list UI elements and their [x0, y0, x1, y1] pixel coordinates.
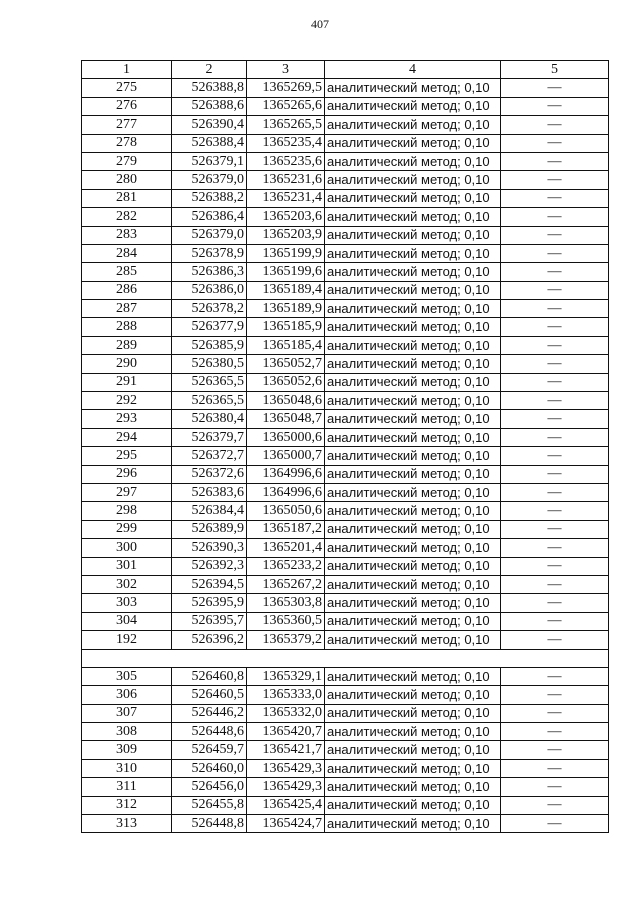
dash-cell: — — [501, 520, 609, 538]
x-coordinate-cell: 526388,6 — [172, 97, 247, 115]
dash-cell: — — [501, 208, 609, 226]
x-coordinate-cell: 526386,4 — [172, 208, 247, 226]
dash-cell: — — [501, 631, 609, 649]
point-number-cell: 308 — [82, 723, 172, 741]
coordinates-table — [81, 60, 609, 833]
table-row — [82, 410, 609, 428]
method-accuracy-cell: аналитический метод; 0,10 — [325, 226, 501, 244]
point-number-cell: 304 — [82, 612, 172, 630]
method-accuracy-cell: аналитический метод; 0,10 — [325, 244, 501, 262]
y-coordinate-cell: 1365429,3 — [247, 778, 325, 796]
dash-cell: — — [501, 171, 609, 189]
point-number-cell: 284 — [82, 244, 172, 262]
y-coordinate-cell: 1365329,1 — [247, 667, 325, 685]
table-row — [82, 134, 609, 152]
table-row — [82, 373, 609, 391]
dash-cell: — — [501, 483, 609, 501]
point-number-cell: 285 — [82, 263, 172, 281]
x-coordinate-cell: 526388,4 — [172, 134, 247, 152]
table-row — [82, 97, 609, 115]
x-coordinate-cell: 526378,2 — [172, 300, 247, 318]
y-coordinate-cell: 1365203,9 — [247, 226, 325, 244]
y-coordinate-cell: 1365231,6 — [247, 171, 325, 189]
dash-cell: — — [501, 723, 609, 741]
method-accuracy-cell: аналитический метод; 0,10 — [325, 465, 501, 483]
table-row — [82, 171, 609, 189]
method-accuracy-cell: аналитический метод; 0,10 — [325, 557, 501, 575]
table-row — [82, 355, 609, 373]
table-row — [82, 428, 609, 446]
point-number-cell: 305 — [82, 667, 172, 685]
table-row — [82, 116, 609, 134]
y-coordinate-cell: 1365379,2 — [247, 631, 325, 649]
method-accuracy-cell: аналитический метод; 0,10 — [325, 575, 501, 593]
table-row — [82, 796, 609, 814]
x-coordinate-cell: 526448,6 — [172, 723, 247, 741]
method-accuracy-cell: аналитический метод; 0,10 — [325, 152, 501, 170]
y-coordinate-cell: 1365424,7 — [247, 815, 325, 833]
method-accuracy-cell: аналитический метод; 0,10 — [325, 189, 501, 207]
point-number-cell: 288 — [82, 318, 172, 336]
column-header: 4 — [325, 61, 501, 79]
y-coordinate-cell: 1365233,2 — [247, 557, 325, 575]
method-accuracy-cell: аналитический метод; 0,10 — [325, 723, 501, 741]
column-header: 2 — [172, 61, 247, 79]
table-header-row — [82, 61, 609, 79]
table-row — [82, 502, 609, 520]
dash-cell: — — [501, 355, 609, 373]
point-number-cell: 292 — [82, 392, 172, 410]
column-header: 5 — [501, 61, 609, 79]
table-row — [82, 612, 609, 630]
method-accuracy-cell: аналитический метод; 0,10 — [325, 741, 501, 759]
x-coordinate-cell: 526446,2 — [172, 704, 247, 722]
method-accuracy-cell: аналитический метод; 0,10 — [325, 300, 501, 318]
method-accuracy-cell: аналитический метод; 0,10 — [325, 281, 501, 299]
x-coordinate-cell: 526388,2 — [172, 189, 247, 207]
table-row — [82, 631, 609, 649]
table-row — [82, 594, 609, 612]
x-coordinate-cell: 526389,9 — [172, 520, 247, 538]
point-number-cell: 286 — [82, 281, 172, 299]
method-accuracy-cell: аналитический метод; 0,10 — [325, 631, 501, 649]
method-accuracy-cell: аналитический метод; 0,10 — [325, 392, 501, 410]
y-coordinate-cell: 1365052,7 — [247, 355, 325, 373]
y-coordinate-cell: 1365185,4 — [247, 336, 325, 354]
point-number-cell: 279 — [82, 152, 172, 170]
table-row — [82, 244, 609, 262]
dash-cell: — — [501, 796, 609, 814]
x-coordinate-cell: 526383,6 — [172, 483, 247, 501]
y-coordinate-cell: 1364996,6 — [247, 483, 325, 501]
method-accuracy-cell: аналитический метод; 0,10 — [325, 134, 501, 152]
point-number-cell: 309 — [82, 741, 172, 759]
point-number-cell: 294 — [82, 428, 172, 446]
method-accuracy-cell: аналитический метод; 0,10 — [325, 447, 501, 465]
y-coordinate-cell: 1365189,4 — [247, 281, 325, 299]
y-coordinate-cell: 1365050,6 — [247, 502, 325, 520]
method-accuracy-cell: аналитический метод; 0,10 — [325, 686, 501, 704]
table-row — [82, 667, 609, 685]
dash-cell: — — [501, 612, 609, 630]
dash-cell: — — [501, 97, 609, 115]
dash-cell: — — [501, 392, 609, 410]
method-accuracy-cell: аналитический метод; 0,10 — [325, 778, 501, 796]
x-coordinate-cell: 526385,9 — [172, 336, 247, 354]
x-coordinate-cell: 526460,8 — [172, 667, 247, 685]
x-coordinate-cell: 526372,6 — [172, 465, 247, 483]
table-row — [82, 704, 609, 722]
point-number-cell: 278 — [82, 134, 172, 152]
table-row — [82, 152, 609, 170]
x-coordinate-cell: 526456,0 — [172, 778, 247, 796]
point-number-cell: 283 — [82, 226, 172, 244]
dash-cell: — — [501, 263, 609, 281]
y-coordinate-cell: 1365332,0 — [247, 704, 325, 722]
x-coordinate-cell: 526455,8 — [172, 796, 247, 814]
point-number-cell: 282 — [82, 208, 172, 226]
method-accuracy-cell: аналитический метод; 0,10 — [325, 318, 501, 336]
point-number-cell: 291 — [82, 373, 172, 391]
separator-cell — [82, 649, 609, 667]
x-coordinate-cell: 526379,7 — [172, 428, 247, 446]
y-coordinate-cell: 1365052,6 — [247, 373, 325, 391]
point-number-cell: 289 — [82, 336, 172, 354]
dash-cell: — — [501, 336, 609, 354]
table-row — [82, 539, 609, 557]
method-accuracy-cell: аналитический метод; 0,10 — [325, 116, 501, 134]
y-coordinate-cell: 1365421,7 — [247, 741, 325, 759]
y-coordinate-cell: 1365048,7 — [247, 410, 325, 428]
column-header: 3 — [247, 61, 325, 79]
dash-cell: — — [501, 557, 609, 575]
method-accuracy-cell: аналитический метод; 0,10 — [325, 171, 501, 189]
y-coordinate-cell: 1365265,5 — [247, 116, 325, 134]
section-separator-row — [82, 649, 609, 667]
x-coordinate-cell: 526448,8 — [172, 815, 247, 833]
dash-cell: — — [501, 686, 609, 704]
y-coordinate-cell: 1365000,7 — [247, 447, 325, 465]
dash-cell: — — [501, 778, 609, 796]
y-coordinate-cell: 1365429,3 — [247, 759, 325, 777]
dash-cell: — — [501, 428, 609, 446]
method-accuracy-cell: аналитический метод; 0,10 — [325, 796, 501, 814]
table-row — [82, 336, 609, 354]
method-accuracy-cell: аналитический метод; 0,10 — [325, 410, 501, 428]
table-row — [82, 815, 609, 833]
x-coordinate-cell: 526392,3 — [172, 557, 247, 575]
point-number-cell: 310 — [82, 759, 172, 777]
method-accuracy-cell: аналитический метод; 0,10 — [325, 263, 501, 281]
point-number-cell: 313 — [82, 815, 172, 833]
point-number-cell: 297 — [82, 483, 172, 501]
table-row — [82, 465, 609, 483]
method-accuracy-cell: аналитический метод; 0,10 — [325, 355, 501, 373]
x-coordinate-cell: 526365,5 — [172, 373, 247, 391]
point-number-cell: 299 — [82, 520, 172, 538]
point-number-cell: 281 — [82, 189, 172, 207]
method-accuracy-cell: аналитический метод; 0,10 — [325, 373, 501, 391]
table-row — [82, 447, 609, 465]
point-number-cell: 275 — [82, 79, 172, 97]
dash-cell: — — [501, 373, 609, 391]
dash-cell: — — [501, 575, 609, 593]
method-accuracy-cell: аналитический метод; 0,10 — [325, 428, 501, 446]
table-row — [82, 686, 609, 704]
x-coordinate-cell: 526390,3 — [172, 539, 247, 557]
table-row — [82, 318, 609, 336]
x-coordinate-cell: 526379,1 — [172, 152, 247, 170]
y-coordinate-cell: 1365303,8 — [247, 594, 325, 612]
table-row — [82, 557, 609, 575]
point-number-cell: 298 — [82, 502, 172, 520]
point-number-cell: 311 — [82, 778, 172, 796]
point-number-cell: 300 — [82, 539, 172, 557]
table-row — [82, 575, 609, 593]
point-number-cell: 192 — [82, 631, 172, 649]
table-row — [82, 759, 609, 777]
point-number-cell: 312 — [82, 796, 172, 814]
x-coordinate-cell: 526388,8 — [172, 79, 247, 97]
method-accuracy-cell: аналитический метод; 0,10 — [325, 97, 501, 115]
y-coordinate-cell: 1365187,2 — [247, 520, 325, 538]
y-coordinate-cell: 1365235,6 — [247, 152, 325, 170]
dash-cell: — — [501, 539, 609, 557]
page-number: 407 — [311, 17, 329, 31]
method-accuracy-cell: аналитический метод; 0,10 — [325, 483, 501, 501]
y-coordinate-cell: 1365185,9 — [247, 318, 325, 336]
x-coordinate-cell: 526390,4 — [172, 116, 247, 134]
point-number-cell: 306 — [82, 686, 172, 704]
table-row — [82, 281, 609, 299]
dash-cell: — — [501, 244, 609, 262]
point-number-cell: 276 — [82, 97, 172, 115]
dash-cell: — — [501, 281, 609, 299]
x-coordinate-cell: 526378,9 — [172, 244, 247, 262]
table-row — [82, 392, 609, 410]
y-coordinate-cell: 1365201,4 — [247, 539, 325, 557]
dash-cell: — — [501, 226, 609, 244]
x-coordinate-cell: 526386,3 — [172, 263, 247, 281]
y-coordinate-cell: 1365048,6 — [247, 392, 325, 410]
table-row — [82, 263, 609, 281]
x-coordinate-cell: 526379,0 — [172, 226, 247, 244]
point-number-cell: 277 — [82, 116, 172, 134]
table-row — [82, 79, 609, 97]
dash-cell: — — [501, 318, 609, 336]
x-coordinate-cell: 526380,4 — [172, 410, 247, 428]
y-coordinate-cell: 1365269,5 — [247, 79, 325, 97]
dash-cell: — — [501, 447, 609, 465]
method-accuracy-cell: аналитический метод; 0,10 — [325, 612, 501, 630]
y-coordinate-cell: 1365420,7 — [247, 723, 325, 741]
x-coordinate-cell: 526380,5 — [172, 355, 247, 373]
x-coordinate-cell: 526396,2 — [172, 631, 247, 649]
dash-cell: — — [501, 300, 609, 318]
table-row — [82, 483, 609, 501]
x-coordinate-cell: 526460,0 — [172, 759, 247, 777]
table-body — [82, 79, 609, 833]
table-row — [82, 520, 609, 538]
table-row — [82, 208, 609, 226]
table-row — [82, 741, 609, 759]
dash-cell: — — [501, 465, 609, 483]
method-accuracy-cell: аналитический метод; 0,10 — [325, 815, 501, 833]
y-coordinate-cell: 1365000,6 — [247, 428, 325, 446]
table-row — [82, 300, 609, 318]
table-row — [82, 723, 609, 741]
point-number-cell: 295 — [82, 447, 172, 465]
dash-cell: — — [501, 134, 609, 152]
y-coordinate-cell: 1364996,6 — [247, 465, 325, 483]
point-number-cell: 290 — [82, 355, 172, 373]
x-coordinate-cell: 526394,5 — [172, 575, 247, 593]
column-header: 1 — [82, 61, 172, 79]
y-coordinate-cell: 1365189,9 — [247, 300, 325, 318]
y-coordinate-cell: 1365231,4 — [247, 189, 325, 207]
dash-cell: — — [501, 152, 609, 170]
point-number-cell: 307 — [82, 704, 172, 722]
y-coordinate-cell: 1365265,6 — [247, 97, 325, 115]
y-coordinate-cell: 1365199,9 — [247, 244, 325, 262]
x-coordinate-cell: 526459,7 — [172, 741, 247, 759]
table-row — [82, 189, 609, 207]
method-accuracy-cell: аналитический метод; 0,10 — [325, 594, 501, 612]
dash-cell: — — [501, 189, 609, 207]
point-number-cell: 287 — [82, 300, 172, 318]
y-coordinate-cell: 1365199,6 — [247, 263, 325, 281]
dash-cell: — — [501, 116, 609, 134]
x-coordinate-cell: 526386,0 — [172, 281, 247, 299]
y-coordinate-cell: 1365267,2 — [247, 575, 325, 593]
y-coordinate-cell: 1365235,4 — [247, 134, 325, 152]
dash-cell: — — [501, 741, 609, 759]
dash-cell: — — [501, 410, 609, 428]
point-number-cell: 280 — [82, 171, 172, 189]
x-coordinate-cell: 526395,9 — [172, 594, 247, 612]
x-coordinate-cell: 526365,5 — [172, 392, 247, 410]
point-number-cell: 303 — [82, 594, 172, 612]
y-coordinate-cell: 1365333,0 — [247, 686, 325, 704]
y-coordinate-cell: 1365203,6 — [247, 208, 325, 226]
method-accuracy-cell: аналитический метод; 0,10 — [325, 539, 501, 557]
point-number-cell: 302 — [82, 575, 172, 593]
point-number-cell: 301 — [82, 557, 172, 575]
dash-cell: — — [501, 815, 609, 833]
x-coordinate-cell: 526395,7 — [172, 612, 247, 630]
method-accuracy-cell: аналитический метод; 0,10 — [325, 502, 501, 520]
dash-cell: — — [501, 759, 609, 777]
method-accuracy-cell: аналитический метод; 0,10 — [325, 759, 501, 777]
method-accuracy-cell: аналитический метод; 0,10 — [325, 336, 501, 354]
dash-cell: — — [501, 79, 609, 97]
x-coordinate-cell: 526379,0 — [172, 171, 247, 189]
x-coordinate-cell: 526460,5 — [172, 686, 247, 704]
dash-cell: — — [501, 704, 609, 722]
dash-cell: — — [501, 594, 609, 612]
point-number-cell: 293 — [82, 410, 172, 428]
y-coordinate-cell: 1365360,5 — [247, 612, 325, 630]
method-accuracy-cell: аналитический метод; 0,10 — [325, 704, 501, 722]
y-coordinate-cell: 1365425,4 — [247, 796, 325, 814]
x-coordinate-cell: 526372,7 — [172, 447, 247, 465]
method-accuracy-cell: аналитический метод; 0,10 — [325, 79, 501, 97]
point-number-cell: 296 — [82, 465, 172, 483]
method-accuracy-cell: аналитический метод; 0,10 — [325, 520, 501, 538]
x-coordinate-cell: 526384,4 — [172, 502, 247, 520]
method-accuracy-cell: аналитический метод; 0,10 — [325, 208, 501, 226]
x-coordinate-cell: 526377,9 — [172, 318, 247, 336]
table-row — [82, 778, 609, 796]
method-accuracy-cell: аналитический метод; 0,10 — [325, 667, 501, 685]
dash-cell: — — [501, 667, 609, 685]
table-row — [82, 226, 609, 244]
dash-cell: — — [501, 502, 609, 520]
